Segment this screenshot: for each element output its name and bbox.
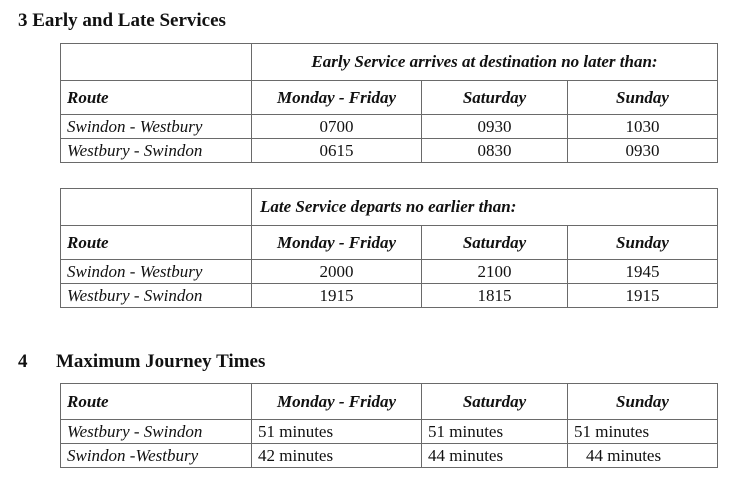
- time-cell: 1915: [568, 284, 718, 308]
- table-row: [61, 420, 718, 444]
- header-sunday: Sunday: [568, 226, 718, 260]
- table-row: [61, 115, 718, 139]
- time-cell: 1030: [568, 115, 718, 139]
- duration-cell: 51 minutes: [422, 420, 568, 444]
- early-service-caption: Early Service arrives at destination no later than:: [252, 44, 718, 81]
- header-route: Route: [61, 384, 252, 420]
- table-row: [61, 284, 718, 308]
- header-saturday: Saturday: [422, 384, 568, 420]
- duration-cell: 44 minutes: [568, 444, 718, 468]
- early-service-header-row: [61, 81, 718, 115]
- journey-times-header-row: [61, 384, 718, 420]
- route-cell: Westbury - Swindon: [61, 284, 252, 308]
- early-service-caption-row: [61, 44, 718, 81]
- duration-cell: 44 minutes: [422, 444, 568, 468]
- time-cell: 0615: [252, 139, 422, 163]
- table-row: [61, 260, 718, 284]
- duration-cell: 42 minutes: [252, 444, 422, 468]
- late-service-header-row: [61, 226, 718, 260]
- route-cell: Swindon -Westbury: [61, 444, 252, 468]
- time-cell: 1945: [568, 260, 718, 284]
- header-sunday: Sunday: [568, 384, 718, 420]
- duration-cell: 51 minutes: [568, 420, 718, 444]
- late-service-caption: Late Service departs no earlier than:: [252, 189, 718, 226]
- late-service-caption-row: [61, 189, 718, 226]
- empty-cell: [61, 44, 252, 81]
- journey-times-table: [60, 383, 718, 468]
- time-cell: 2000: [252, 260, 422, 284]
- section-4-number: 4: [18, 351, 28, 372]
- header-monday-friday: Monday - Friday: [252, 226, 422, 260]
- empty-cell: [61, 189, 252, 226]
- early-service-table: [60, 43, 718, 163]
- header-route: Route: [61, 81, 252, 115]
- header-saturday: Saturday: [422, 81, 568, 115]
- header-monday-friday: Monday - Friday: [252, 81, 422, 115]
- time-cell: 0700: [252, 115, 422, 139]
- header-route: Route: [61, 226, 252, 260]
- time-cell: 1815: [422, 284, 568, 308]
- route-cell: Swindon - Westbury: [61, 260, 252, 284]
- route-cell: Westbury - Swindon: [61, 420, 252, 444]
- table-row: [61, 444, 718, 468]
- time-cell: 0930: [568, 139, 718, 163]
- table-row: [61, 139, 718, 163]
- route-cell: Swindon - Westbury: [61, 115, 252, 139]
- section-3-heading: 3 Early and Late Services: [18, 10, 226, 31]
- header-monday-friday: Monday - Friday: [252, 384, 422, 420]
- time-cell: 0830: [422, 139, 568, 163]
- duration-cell: 51 minutes: [252, 420, 422, 444]
- time-cell: 1915: [252, 284, 422, 308]
- route-cell: Westbury - Swindon: [61, 139, 252, 163]
- late-service-table: [60, 188, 718, 308]
- time-cell: 2100: [422, 260, 568, 284]
- header-saturday: Saturday: [422, 226, 568, 260]
- time-cell: 0930: [422, 115, 568, 139]
- header-sunday: Sunday: [568, 81, 718, 115]
- section-4-heading: Maximum Journey Times: [56, 351, 266, 372]
